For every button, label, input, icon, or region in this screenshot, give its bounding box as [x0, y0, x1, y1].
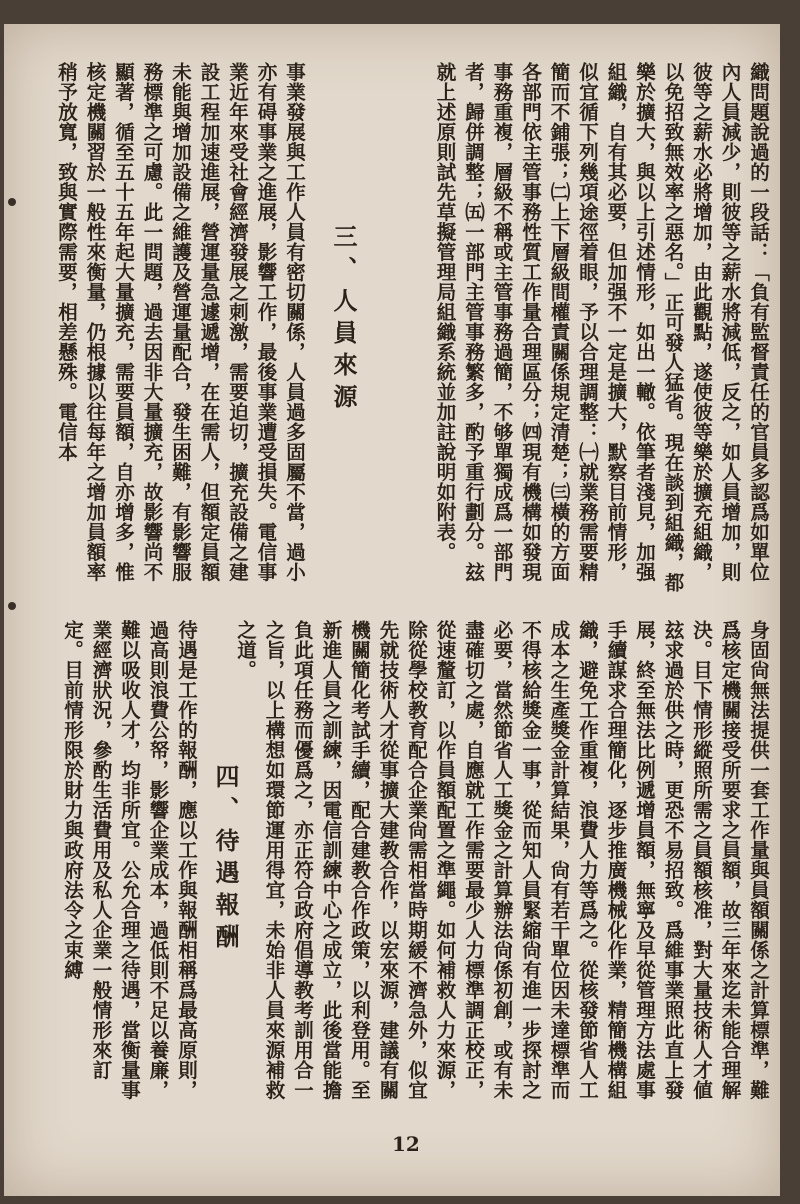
section-heading-3: 三、人員來源 — [329, 224, 358, 416]
binding-hole — [8, 602, 16, 610]
section-heading-4: 四、待遇報酬 — [211, 764, 240, 956]
paragraph-staffing: 事業發展與工作人員有密切關係，人員過多固屬不當，過小亦有碍事業之進展，影響工作，最後事業遭受損失。電信事業近年來受社會經濟發展之刺激，需要迫切，擴充設備之建設工程加速進展，營運量急遽遞增，在在需人，但額定員額未能與增加設備之維護及營運量配合，發生困難，有影響服務標準之可慮。此一問題，過去因非大量擴充，故影響尚不顯著，循至五十五年起大量擴充，需要員額，自亦增多，惟核定機關習於一般性來衡量，仍根據以往每年之增加員額率稍予放寬，致與實際需要，相差懸殊。電信本 — [55, 62, 306, 582]
paragraph-organization: 織問題說過的一段話：「負有監督責任的官員多認爲如單位內人員減少，則彼等之薪水將減低，反之，如人員增加，則彼等之薪水必將增加，由此觀點，遂使彼等樂於擴充組織，以免招致無效率之惡名。」正可發人猛省。現在談到組織，都樂於擴大，與以上引述情形，如出一轍。依筆者淺見，加强組織，自有其必要，但加强不一定是擴大，默察目前情形，似宜循下列幾項途徑着眼，予以合理調整：㈠就業務需要精簡而不鋪張；㈡上下層級間權責關係規定清楚；㈢橫的方面各部門依主管事務性質工作量合理區分；㈣現有機構如發現事務重複，層級不稱或主管事務過簡，不够單獨成爲一部門者，歸併調整；㈤一部門主管事務繁多，酌予重行劃分。玆就上述原則試先草擬管理局組織系統並加註說明如附表。 — [433, 62, 770, 593]
paragraph-staffing-continued: 身固尙無法提供一套工作量與員額關係之計算標準，難爲核定機關接受所要求之員額，故三年來迄未能合理解決。目下情形縱照所需之員額核准，對大量技術人才値玆求過於供之時，更恐不易招致。爲維事業照此直上發展，終至無法比例遞增員額，無寧及早從管理方法處事手續謀求合理簡化，逐步推廣機械化作業，精簡機構組織，避免工作重複，浪費人力等爲之。從核發節省人工成本之生產獎金計算結果，尙有若干單位因未達標準而不得核給獎金一事，從而知人員緊縮尙有進一步探討之必要，當然節省人工獎金之計算辦法尙係初創，或有未盡確切之處，自應就工作需要最少人力標準調正校正，從速釐訂，以作員額配置之準繩。如何補救人力來源，除從學校教育配合企業尙需相當時期緩不濟急外，似宜先就技術人才從事擴大建教合作，以宏來源，建議有關機關簡化考試手續，配合建教合作政策，以利登用。至新進人員之訓練，因電信訓練中心之成立，此後當能擔負此項任務而優爲之，亦正符合政府倡導教考訓用合一之旨，以上構想如環節運用得宜，未始非人員來源補救之道。 — [234, 620, 770, 1100]
document-page — [4, 24, 780, 1196]
paragraph-compensation: 待遇是工作的報酬，應以工作與報酬相稱爲最高原則，過高則浪費公帑，影響企業成本，過低則不足以養廉，難以吸收人才，均非所宜。公允合理之待遇，當衡量事業經濟狀況，參酌生活費用及私人企業一般情形來訂定。目前情形限於財力與政府法令之束縛 — [61, 620, 198, 1100]
binding-hole — [8, 198, 16, 206]
page-number: 12 — [392, 1132, 420, 1156]
